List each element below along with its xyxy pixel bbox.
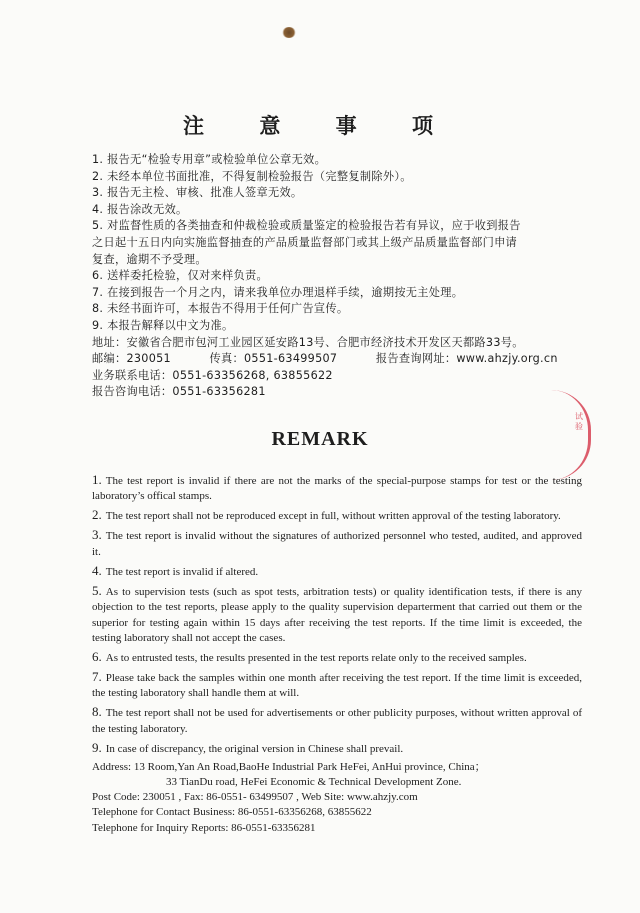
remark-item <box>92 583 582 647</box>
remark-item <box>92 740 582 757</box>
remark-number: 3. <box>92 527 102 543</box>
notice-list <box>92 152 592 401</box>
notice-line: 之日起十五日内向实施监督抽查的产品质量监督部门或其上级产品质量监督部门申请 <box>92 235 518 249</box>
remark-text: The test report shall not be reproduced except in full, without written approval of the testing laboratory. <box>105 510 561 523</box>
remark-item <box>92 472 582 505</box>
notice-line: 1. 报告无“检验专用章”或检验单位公章无效。 <box>92 153 327 166</box>
notice-line: 3. 报告无主检、审核、批准人签章无效。 <box>92 186 303 200</box>
ink-smudge <box>282 27 296 38</box>
remark-number: 8. <box>92 704 102 720</box>
remark-item <box>92 507 582 524</box>
notice-title: 注 意 事 项 <box>183 114 457 138</box>
remark-text: The test report is invalid without the signatures of authorized personnel who tested, audited, and approved it. <box>92 530 582 558</box>
remark-text: The test report is invalid if there are not the marks of the special-purpose stamps for test or the testing laboratory’s offical stamps. <box>92 475 582 503</box>
remark-number: 9. <box>92 739 102 755</box>
address-en-line: Address: 13 Room,Yan An Road,BaoHe Industrial Park HeFei, AnHui province, China； <box>92 760 486 773</box>
remark-item <box>92 563 582 580</box>
address-line: 地址：安徽省合肥市包河工业园区延安路13号、合肥市经济技术开发区天都路33号。 <box>92 335 524 349</box>
notice-line: 复查，逾期不予受理。 <box>92 252 207 266</box>
remark-item <box>92 704 582 737</box>
postcode-line: 邮编：230051 传真：0551-63499507 报告查询网址：www.ahzjy.org.cn <box>92 352 558 366</box>
remark-number: 7. <box>92 669 102 685</box>
notice-line: 5. 对监督性质的各类抽查和仲裁检验或质量鉴定的检验报告若有异议，应于收到报告 <box>92 219 521 233</box>
notice-line: 4. 报告涂改无效。 <box>92 202 188 216</box>
address-en-line-2: 33 TianDu road, HeFei Economic & Technical Development Zone. <box>166 776 462 789</box>
inquiry-phone-en-line: Telephone for Inquiry Reports: 86-0551-63356281 <box>92 821 316 834</box>
remark-item <box>92 669 582 702</box>
remark-list <box>92 472 582 836</box>
remark-text: Please take back the samples within one month after receiving the test report. If the time limit is exceeded, the testing laboratory shall handle them at will. <box>92 672 582 700</box>
notice-line: 2. 未经本单位书面批准，不得复制检验报告（完整复制除外）。 <box>92 169 412 183</box>
notice-line: 8. 未经书面许可，本报告不得用于任何广告宣传。 <box>92 302 349 316</box>
remark-title: REMARK <box>271 428 369 450</box>
remark-number: 2. <box>92 507 102 523</box>
remark-text: The test report shall not be used for advertisements or other publicity purposes, without written approval of the testing laboratory. <box>92 707 582 735</box>
remark-text: As to supervision tests (such as spot tests, arbitration tests) or quality identification tests, if there is any objection to the test reports, please apply to the quality supervision departerment that carried out them or the superior for testing again within 15 days after receiving the test reports. If the time limit is exceeded, the testing laboratory shall not accept the cases. <box>92 585 582 645</box>
remark-item <box>92 527 582 560</box>
notice-line: 6. 送样委托检验，仅对来样负责。 <box>92 269 268 283</box>
remark-text: In case of discrepancy, the original version in Chinese shall prevail. <box>105 742 404 755</box>
remark-number: 1. <box>92 472 102 487</box>
business-phone-en-line: Telephone for Contact Business: 86-0551-63356268, 63855622 <box>92 806 372 819</box>
remark-item <box>92 649 582 666</box>
remark-text: The test report is invalid if altered. <box>105 565 259 578</box>
remark-number: 5. <box>92 582 102 598</box>
remark-text: As to entrusted tests, the results presented in the test reports relate only to the received samples. <box>105 652 527 665</box>
notice-line: 7. 在接到报告一个月之内，请来我单位办理退样手续，逾期按无主处理。 <box>92 285 464 299</box>
notice-line: 9. 本报告解释以中文为准。 <box>92 318 234 332</box>
remark-number: 6. <box>92 649 102 665</box>
stamp-text: 试 验 <box>575 412 583 431</box>
remark-number: 4. <box>92 562 102 578</box>
inquiry-phone-line: 报告咨询电话：0551-63356281 <box>92 385 266 399</box>
business-phone-line: 业务联系电话：0551-63356268, 63855622 <box>92 368 333 382</box>
postcode-en-line: Post Code: 230051 , Fax: 86-0551- 63499507 , Web Site: www.ahzjy.com <box>92 791 418 804</box>
